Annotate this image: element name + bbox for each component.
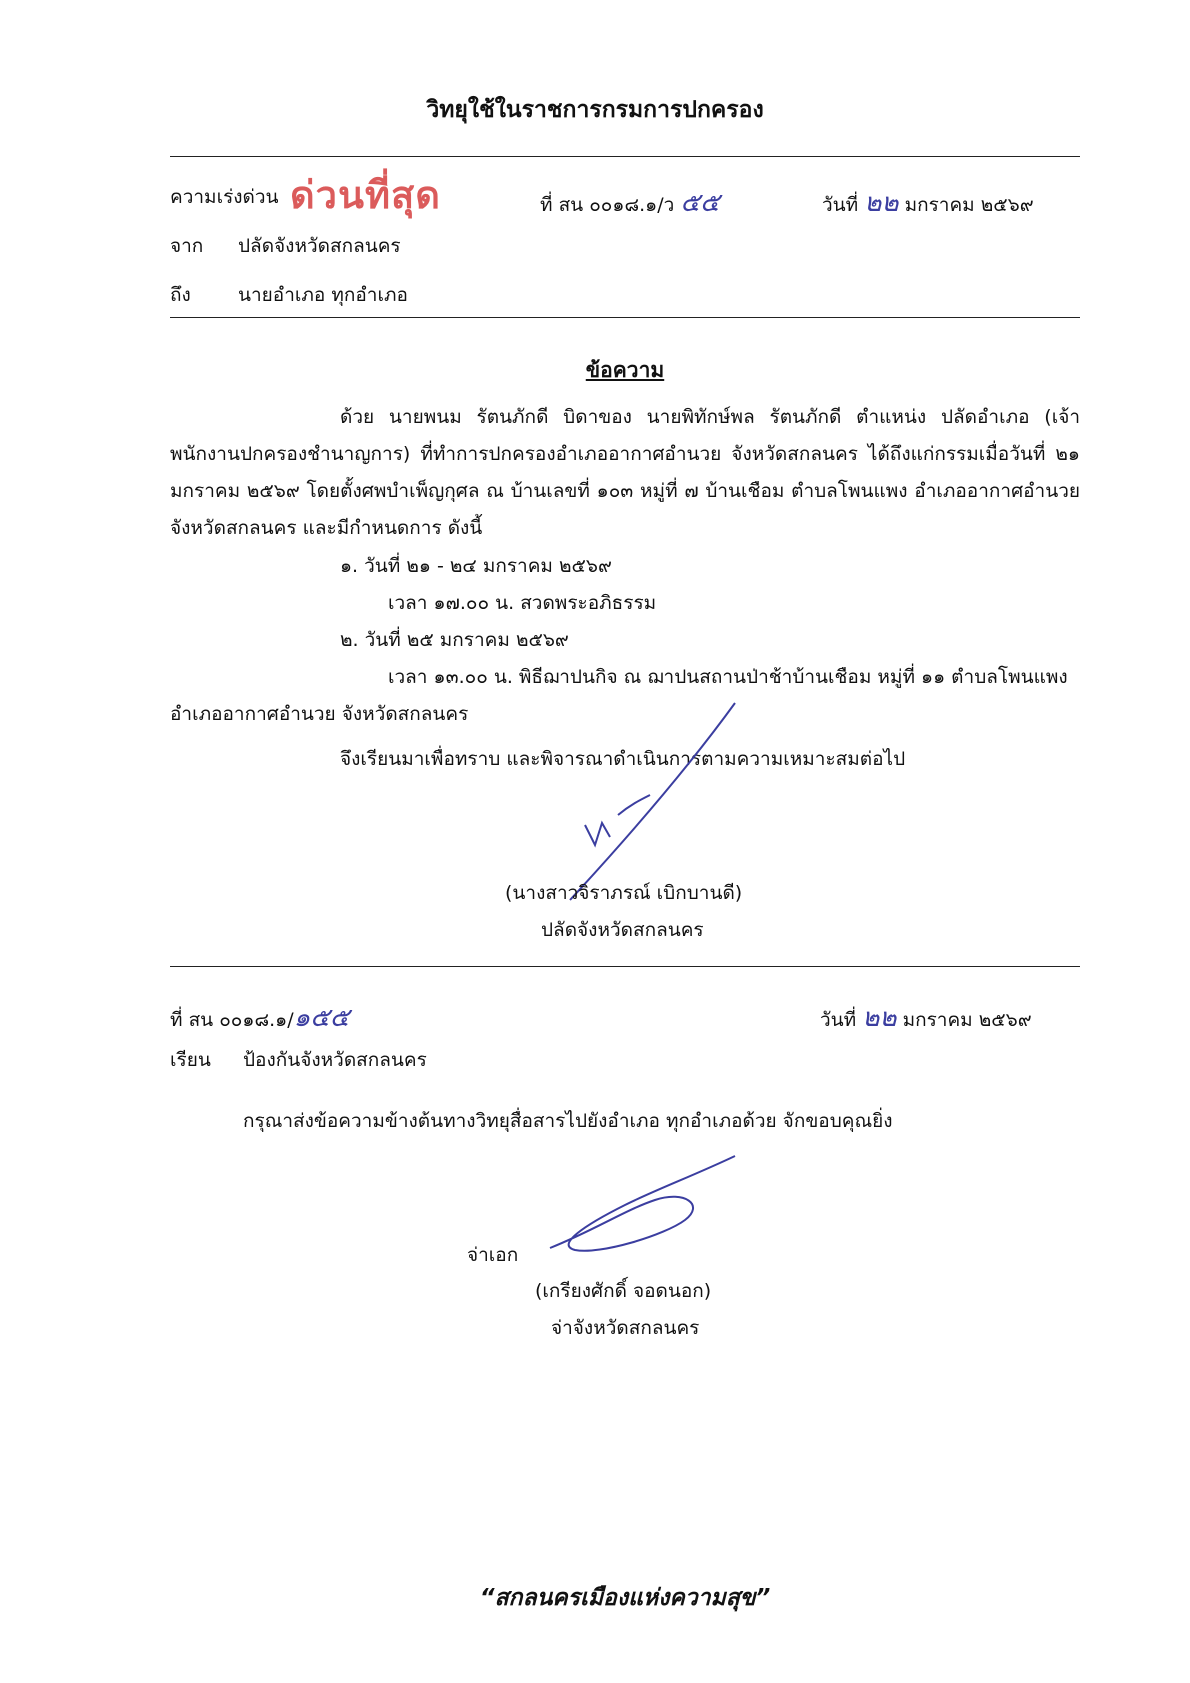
lower-date-day-handwritten: ๒๒ — [862, 1003, 897, 1033]
urgency-label: ความเร่งด่วน — [170, 186, 279, 208]
reference-label: ที่ สน ๐๐๑๘.๑/ว — [540, 194, 675, 216]
lower-date — [820, 997, 1032, 1038]
attention-label: เรียน — [170, 1049, 211, 1071]
date-day-handwritten: ๒๒ — [864, 188, 899, 218]
body-paragraph: ด้วย นายพนม รัตนภักดี บิดาของ นายพิทักษ์พล รัตนภักดี ตำแหน่ง ปลัดอำเภอ (เจ้าพนักงานปกครองชำนาญการ) ที่ทำการปกครองอำเภออากาศอำนวย จังหวัดสกลนคร ได้ถึงแก่กรรมเมื่อวันที่ ๒๑ มกราคม ๒๕๖๙ โดยตั้งศพบำเพ็ญกุศล ณ บ้านเลขที่ ๑๐๓ หมู่ที่ ๗ บ้านเชือม ตำบลโพนแพง อำเภออากาศอำนวย จังหวัดสกลนคร และมีกำหนดการ ดังนี้ — [170, 406, 1080, 539]
date-month-year: มกราคม ๒๕๖๙ — [904, 194, 1034, 216]
closing-sentence: จึงเรียนมาเพื่อทราบ และพิจารณาดำเนินการตามความเหมาะสมต่อไป — [340, 748, 906, 770]
divider — [170, 317, 1080, 318]
reference-handwritten: ๕๕ — [680, 188, 720, 218]
divider — [170, 966, 1080, 967]
from-label: จาก — [170, 235, 204, 257]
to-label: ถึง — [170, 284, 191, 306]
document-title: วิทยุใช้ในราชการกรมการปกครอง — [426, 97, 764, 123]
schedule-item-2-continued: อำเภออากาศอำนวย จังหวัดสกลนคร — [170, 703, 469, 725]
signer-2-name: (เกรียงศักดิ์ จอดนอก) — [535, 1280, 712, 1302]
lower-reference-number — [170, 997, 349, 1038]
document-date — [822, 182, 1034, 223]
schedule-item-1-time: เวลา ๑๗.๐๐ น. สวดพระอภิธรรม — [388, 592, 657, 614]
signer-2-rank: จ่าเอก — [467, 1244, 519, 1266]
to-value: นายอำเภอ ทุกอำเภอ — [238, 284, 408, 306]
date-label: วันที่ — [822, 194, 859, 216]
schedule-item-2-time: เวลา ๑๓.๐๐ น. พิธีฌาปนกิจ ณ ฌาปนสถานป่าช้าบ้านเชือม หมู่ที่ ๑๑ ตำบลโพนแพง — [388, 666, 1068, 688]
slogan: “สกลนครเมืองแห่งความสุข” — [479, 1585, 771, 1611]
signer-1-title: ปลัดจังหวัดสกลนคร — [541, 919, 704, 941]
message-heading: ข้อความ — [585, 358, 665, 382]
forwarding-request: กรุณาส่งข้อความข้างต้นทางวิทยุสื่อสารไปยังอำเภอ ทุกอำเภอด้วย จักขอบคุณยิ่ง — [243, 1110, 893, 1132]
signature-2 — [545, 1150, 745, 1260]
schedule-item-2-date: ๒. วันที่ ๒๕ มกราคม ๒๕๖๙ — [340, 629, 569, 651]
urgency-stamp: ด่วนที่สุด — [290, 173, 441, 217]
divider — [170, 156, 1080, 157]
message-body — [170, 399, 1080, 547]
reference-number — [540, 182, 720, 223]
signer-2-title: จ่าจังหวัดสกลนคร — [551, 1317, 700, 1339]
lower-date-month-year: มกราคม ๒๕๖๙ — [902, 1009, 1032, 1031]
signer-1-name: (นางสาวจิราภรณ์ เบิกบานดี) — [505, 882, 743, 904]
lower-reference-handwritten: ๑๕๕ — [293, 1003, 350, 1033]
from-value: ปลัดจังหวัดสกลนคร — [238, 235, 401, 257]
attention-value: ป้องกันจังหวัดสกลนคร — [243, 1049, 427, 1071]
lower-date-label: วันที่ — [820, 1009, 857, 1031]
lower-reference-label: ที่ สน ๐๐๑๘.๑/ — [170, 1009, 294, 1031]
schedule-item-1-date: ๑. วันที่ ๒๑ - ๒๔ มกราคม ๒๕๖๙ — [340, 555, 612, 577]
